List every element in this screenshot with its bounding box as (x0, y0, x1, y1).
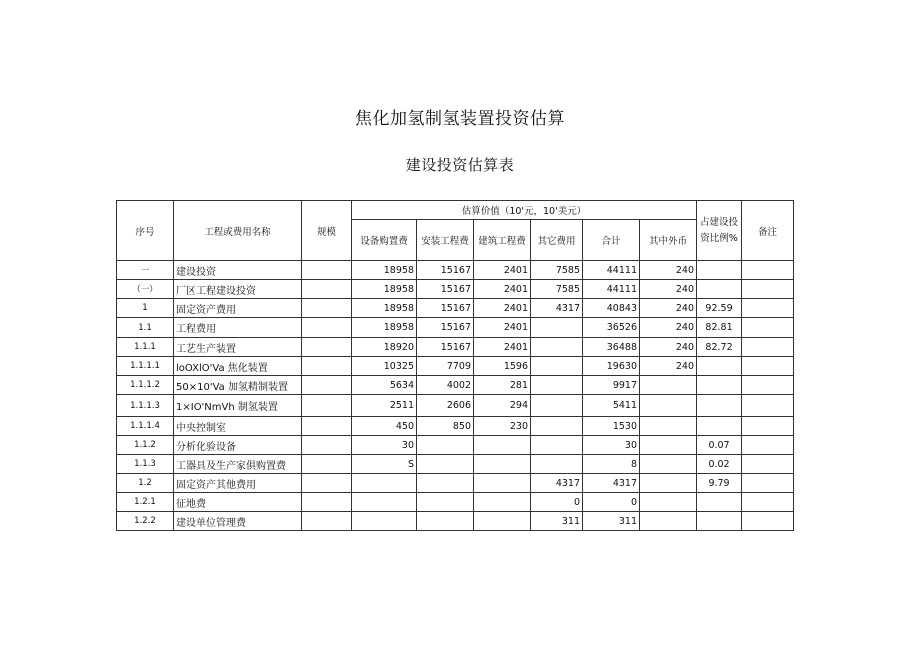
cell-remark (742, 338, 794, 357)
cell-install: 15167 (417, 338, 474, 357)
cell-seq: 1.1.1.2 (117, 376, 174, 395)
cell-equipment (352, 512, 417, 531)
cell-remark (742, 417, 794, 436)
cell-ratio (697, 493, 742, 512)
cell-ratio: 82.72 (697, 338, 742, 357)
cell-spec (302, 299, 352, 318)
cell-spec (302, 261, 352, 280)
cell-foreign (640, 455, 697, 474)
table-row (117, 261, 794, 280)
cell-foreign: 240 (640, 318, 697, 338)
cell-total: 9917 (583, 376, 640, 395)
header-total: 合计 (583, 220, 640, 261)
cell-total: 40843 (583, 299, 640, 318)
cell-seq: 1 (117, 299, 174, 318)
cell-total: 19630 (583, 357, 640, 376)
header-equipment: 设备购置费 (352, 220, 417, 261)
cell-remark (742, 493, 794, 512)
header-ratio: 占建设投资比例% (697, 201, 742, 261)
cell-spec (302, 493, 352, 512)
cell-total: 44111 (583, 280, 640, 299)
cell-ratio (697, 417, 742, 436)
cell-seq: 1.1.1.1 (117, 357, 174, 376)
cell-remark (742, 376, 794, 395)
table-row (117, 338, 794, 357)
cell-equipment: 18958 (352, 299, 417, 318)
cell-building (474, 493, 531, 512)
cell-foreign (640, 474, 697, 493)
table-row (117, 299, 794, 318)
cell-name: 中央控制室 (174, 417, 302, 436)
cell-install: 15167 (417, 261, 474, 280)
cell-other: 311 (531, 512, 583, 531)
cell-building: 2401 (474, 280, 531, 299)
cell-remark (742, 512, 794, 531)
cell-seq: 1.2.1 (117, 493, 174, 512)
cell-ratio: 92.59 (697, 299, 742, 318)
cell-foreign (640, 493, 697, 512)
table-row (117, 436, 794, 455)
cell-seq: 1.1.2 (117, 436, 174, 455)
cell-other (531, 318, 583, 338)
cell-foreign: 240 (640, 338, 697, 357)
cell-other: 4317 (531, 474, 583, 493)
cell-foreign: 240 (640, 280, 697, 299)
cell-name: 建设投资 (174, 261, 302, 280)
cell-building: 294 (474, 395, 531, 417)
cell-seq: 1.1 (117, 318, 174, 338)
cell-remark (742, 280, 794, 299)
header-other: 其它费用 (531, 220, 583, 261)
cell-install: 15167 (417, 299, 474, 318)
cell-seq: （一） (117, 280, 174, 299)
cell-spec (302, 280, 352, 299)
cell-total: 0 (583, 493, 640, 512)
cell-remark (742, 436, 794, 455)
cell-building: 281 (474, 376, 531, 395)
cell-other: 0 (531, 493, 583, 512)
cell-spec (302, 338, 352, 357)
table-row (117, 376, 794, 395)
cell-remark (742, 474, 794, 493)
cell-ratio (697, 261, 742, 280)
cell-other (531, 417, 583, 436)
cell-other (531, 376, 583, 395)
cell-install (417, 493, 474, 512)
cell-building: 1596 (474, 357, 531, 376)
cell-other: 7585 (531, 280, 583, 299)
cell-install: 15167 (417, 318, 474, 338)
cell-building: 2401 (474, 299, 531, 318)
cell-equipment: 5634 (352, 376, 417, 395)
cell-seq: 一 (117, 261, 174, 280)
cell-remark (742, 299, 794, 318)
cell-name: 50×10'Va 加氢精制装置 (174, 376, 302, 395)
cell-total: 44111 (583, 261, 640, 280)
cell-install: 7709 (417, 357, 474, 376)
cell-ratio (697, 395, 742, 417)
table-body (117, 261, 794, 531)
cell-name: 1×IO'NmVh 制氢装置 (174, 395, 302, 417)
cell-install (417, 436, 474, 455)
cell-name: 建设单位管理费 (174, 512, 302, 531)
table-row (117, 417, 794, 436)
cell-install: 15167 (417, 280, 474, 299)
table-row (117, 318, 794, 338)
cell-equipment (352, 493, 417, 512)
header-spec: 规模 (302, 201, 352, 261)
cell-ratio: 9.79 (697, 474, 742, 493)
cell-install (417, 474, 474, 493)
cell-building: 2401 (474, 318, 531, 338)
cell-foreign (640, 512, 697, 531)
cell-foreign (640, 436, 697, 455)
cell-ratio: 82.81 (697, 318, 742, 338)
cell-foreign: 240 (640, 357, 697, 376)
cell-foreign (640, 395, 697, 417)
cell-remark (742, 261, 794, 280)
cell-install: 4002 (417, 376, 474, 395)
table-row (117, 474, 794, 493)
cell-name: 固定资产其他费用 (174, 474, 302, 493)
table-row (117, 357, 794, 376)
table-row (117, 455, 794, 474)
table-row (117, 280, 794, 299)
cell-seq: 1.1.3 (117, 455, 174, 474)
cell-spec (302, 512, 352, 531)
cell-equipment: 18958 (352, 261, 417, 280)
cell-equipment: 30 (352, 436, 417, 455)
cell-spec (302, 376, 352, 395)
cell-total: 4317 (583, 474, 640, 493)
table-row (117, 395, 794, 417)
cell-spec (302, 455, 352, 474)
cell-total: 311 (583, 512, 640, 531)
cell-other (531, 338, 583, 357)
cell-name: 固定资产费用 (174, 299, 302, 318)
cell-other (531, 436, 583, 455)
header-install: 安装工程费 (417, 220, 474, 261)
cell-equipment (352, 474, 417, 493)
cell-other: 4317 (531, 299, 583, 318)
cell-foreign (640, 376, 697, 395)
cell-seq: 1.1.1 (117, 338, 174, 357)
cell-total: 1530 (583, 417, 640, 436)
cell-spec (302, 474, 352, 493)
table-row (117, 512, 794, 531)
cell-other: 7585 (531, 261, 583, 280)
cell-total: 30 (583, 436, 640, 455)
cell-building: 2401 (474, 338, 531, 357)
table-title: 建设投资估算表 (405, 156, 515, 174)
cell-name: 征地费 (174, 493, 302, 512)
cell-total: 36488 (583, 338, 640, 357)
cell-equipment: S (352, 455, 417, 474)
cell-spec (302, 318, 352, 338)
cell-other (531, 395, 583, 417)
cell-building: 230 (474, 417, 531, 436)
cell-building (474, 436, 531, 455)
cell-spec (302, 436, 352, 455)
cell-remark (742, 357, 794, 376)
header-building: 建筑工程费 (474, 220, 531, 261)
cell-building (474, 474, 531, 493)
investment-estimate-table (116, 200, 794, 531)
cell-equipment: 18958 (352, 280, 417, 299)
cell-other (531, 357, 583, 376)
cell-spec (302, 395, 352, 417)
cell-seq: 1.2.2 (117, 512, 174, 531)
cell-building (474, 512, 531, 531)
cell-spec (302, 357, 352, 376)
cell-spec (302, 417, 352, 436)
cell-seq: 1.1.1.4 (117, 417, 174, 436)
cell-name: 分析化验设备 (174, 436, 302, 455)
cell-remark (742, 395, 794, 417)
cell-total: 5411 (583, 395, 640, 417)
cell-seq: 1.2 (117, 474, 174, 493)
table-row (117, 493, 794, 512)
cell-foreign: 240 (640, 299, 697, 318)
cell-foreign: 240 (640, 261, 697, 280)
header-seq: 序号 (117, 201, 174, 261)
cell-equipment: 450 (352, 417, 417, 436)
cell-foreign (640, 417, 697, 436)
cell-seq: 1.1.1.3 (117, 395, 174, 417)
cell-other (531, 455, 583, 474)
cell-total: 36526 (583, 318, 640, 338)
cell-name: 工器具及生产家俱购置费 (174, 455, 302, 474)
cell-name: loOXlO'Va 焦化装置 (174, 357, 302, 376)
cell-ratio (697, 357, 742, 376)
cell-building: 2401 (474, 261, 531, 280)
cell-name: 工程费用 (174, 318, 302, 338)
header-remark: 备注 (742, 201, 794, 261)
cell-equipment: 10325 (352, 357, 417, 376)
cell-equipment: 18920 (352, 338, 417, 357)
cell-install (417, 512, 474, 531)
header-foreign: 其中外币 (640, 220, 697, 261)
cell-ratio (697, 512, 742, 531)
cell-equipment: 2511 (352, 395, 417, 417)
cell-install: 850 (417, 417, 474, 436)
cell-ratio: 0.02 (697, 455, 742, 474)
cell-name: 工艺生产装置 (174, 338, 302, 357)
header-name: 工程或费用名称 (174, 201, 302, 261)
cell-ratio (697, 376, 742, 395)
cell-install: 2606 (417, 395, 474, 417)
cell-total: 8 (583, 455, 640, 474)
cell-remark (742, 455, 794, 474)
cell-building (474, 455, 531, 474)
header-estimate-group: 估算价值（10'元，10'美元） (352, 201, 697, 220)
cell-ratio (697, 280, 742, 299)
document-title: 焦化加氢制氢装置投资估算 (355, 109, 565, 129)
cell-install (417, 455, 474, 474)
cell-equipment: 18958 (352, 318, 417, 338)
cell-name: 厂区工程建设投资 (174, 280, 302, 299)
cell-remark (742, 318, 794, 338)
cell-ratio: 0.07 (697, 436, 742, 455)
